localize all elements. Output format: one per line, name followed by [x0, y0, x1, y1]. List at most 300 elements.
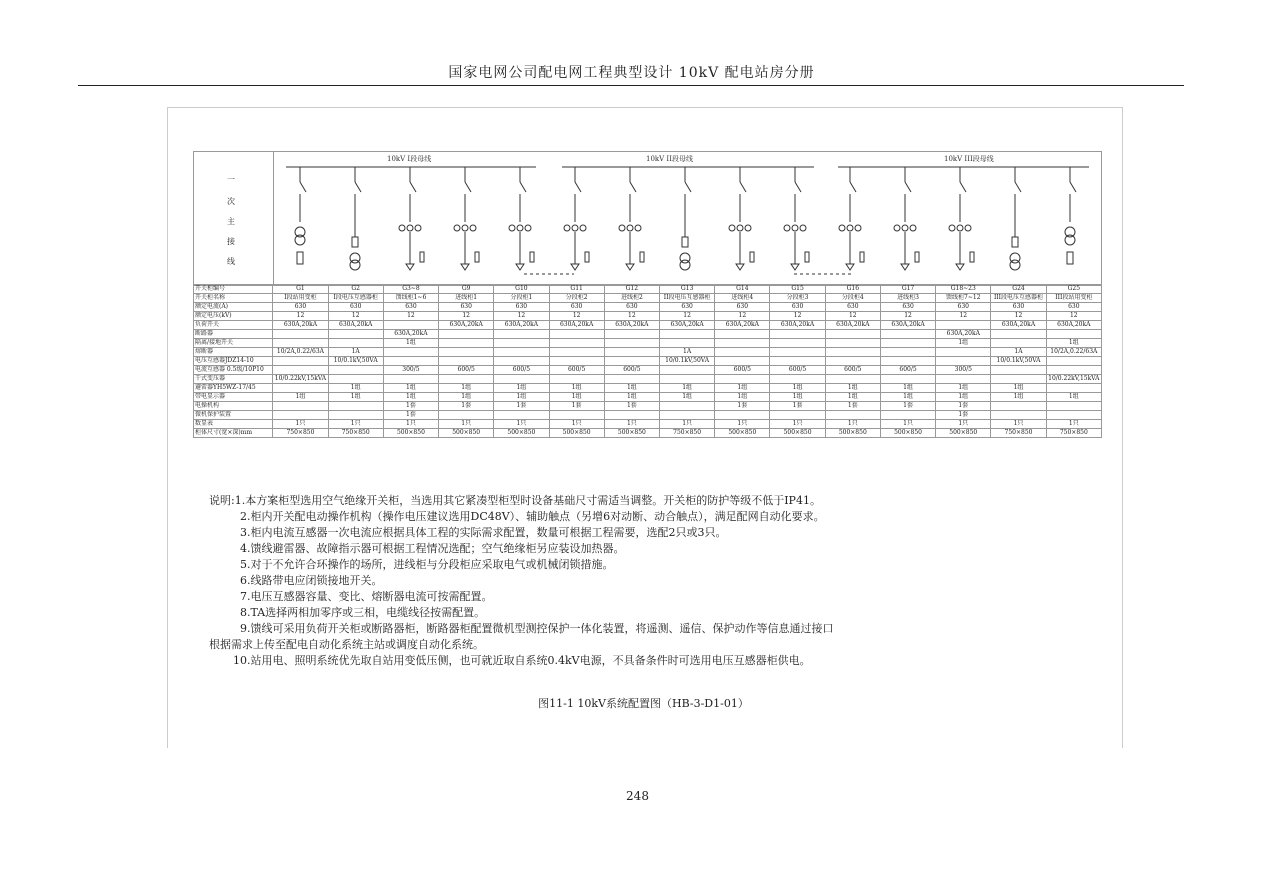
table-cell: 300/5 [383, 366, 438, 375]
table-cell: 1组 [439, 393, 494, 402]
table-cell [770, 330, 825, 339]
table-cell [273, 402, 328, 411]
switch-symbol [850, 182, 856, 192]
ct-symbol [737, 225, 743, 231]
table-cell: 1A [991, 348, 1046, 357]
table-cell: 1组 [659, 393, 714, 402]
table-cell: 750×850 [1046, 429, 1101, 438]
table-cell [494, 375, 549, 384]
table-cell [880, 339, 935, 348]
table-row [194, 429, 1102, 438]
table-cell [494, 411, 549, 420]
table-cell [328, 330, 383, 339]
table-cell: 1组 [273, 393, 328, 402]
table-cell: 1组 [659, 384, 714, 393]
table-cell: 1套 [936, 411, 991, 420]
note-line: 10.站用电、照明系统优先取自站用变低压侧，也可就近取自系统0.4kV电源，不具备条件时可选用电压互感器柜供电。 [233, 654, 811, 667]
table-cell [383, 348, 438, 357]
table-row [194, 321, 1102, 330]
table-cell [328, 366, 383, 375]
table-cell [439, 411, 494, 420]
table-cell [715, 411, 770, 420]
table-cell [659, 411, 714, 420]
page-header: 国家电网公司配电网工程典型设计 10kV 配电站房分册 [448, 65, 815, 81]
table-cell: 630 [936, 303, 991, 312]
table-cell: 750×850 [328, 429, 383, 438]
table-cell: 630A,20kA [494, 321, 549, 330]
table-cell: 630A,20kA [383, 330, 438, 339]
table-cell [1046, 402, 1101, 411]
switch-symbol [740, 182, 746, 192]
ct-symbol [462, 225, 468, 231]
table-cell: 1套 [383, 402, 438, 411]
table-cell: 630 [770, 303, 825, 312]
table-cell: 1只 [659, 420, 714, 429]
table-cell [770, 411, 825, 420]
ct-symbol [855, 225, 861, 231]
table-cell: G18~23 [936, 285, 991, 294]
table-row [194, 420, 1102, 429]
table-cell: 600/5 [880, 366, 935, 375]
fuse-symbol [1012, 237, 1018, 247]
switch-symbol [795, 182, 801, 192]
table-cell: 630 [991, 303, 1046, 312]
table-cell: 500×850 [880, 429, 935, 438]
arrester-symbol [750, 252, 754, 262]
fuse-symbol [297, 252, 303, 264]
table-cell [439, 357, 494, 366]
table-cell: 1组 [880, 384, 935, 393]
table-cell: 1只 [273, 420, 328, 429]
pt-symbol [350, 260, 360, 270]
table-cell: I段站用变柜 [273, 294, 328, 303]
ct-symbol [847, 225, 853, 231]
table-cell: 600/5 [494, 366, 549, 375]
table-cell: 1组 [604, 384, 659, 393]
fuse-symbol [682, 237, 688, 247]
table-cell: 1只 [328, 420, 383, 429]
header-rule [78, 85, 1184, 86]
table-cell: III段电压互感器柜 [991, 294, 1046, 303]
ct-symbol [965, 225, 971, 231]
table-cell: 1组 [604, 393, 659, 402]
table-cell: 1组 [880, 393, 935, 402]
switch-symbol [520, 182, 526, 192]
table-cell: 1组 [494, 393, 549, 402]
table-cell [1046, 330, 1101, 339]
table-cell [770, 375, 825, 384]
table-cell: 分段柜1 [494, 294, 549, 303]
table-cell [825, 339, 880, 348]
note-line: 3.柜内电流互感器一次电流应根据具体工程的实际需求配置，数量可根据工程需要，选配2只或3只。 [240, 526, 727, 539]
note-line: 5.对于不允许合环操作的场所，进线柜与分段柜应采取电气或机械闭锁措施。 [240, 558, 614, 571]
arrester-symbol [805, 252, 809, 262]
table-cell: 1只 [1046, 420, 1101, 429]
table-cell: 12 [604, 312, 659, 321]
table-cell: 600/5 [549, 366, 604, 375]
table-cell: 1组 [383, 393, 438, 402]
switch-symbol [410, 182, 416, 192]
table-cell [549, 375, 604, 384]
table-row [194, 384, 1102, 393]
table-cell: 1组 [936, 384, 991, 393]
table-cell: G13 [659, 285, 714, 294]
arrester-symbol [640, 252, 644, 262]
table-cell: 12 [383, 312, 438, 321]
table-cell: G10 [494, 285, 549, 294]
table-cell [494, 339, 549, 348]
table-cell [604, 357, 659, 366]
table-cell: 600/5 [604, 366, 659, 375]
table-cell: 1组 [439, 384, 494, 393]
table-row [194, 285, 1102, 294]
table-cell: 10/2A,0.22/63A [1046, 348, 1101, 357]
row-label: 负荷开关 [194, 321, 273, 330]
table-cell: 630 [659, 303, 714, 312]
table-cell: 1组 [1046, 339, 1101, 348]
table-cell [1046, 366, 1101, 375]
arrester-symbol [970, 252, 974, 262]
table-cell [825, 348, 880, 357]
table-cell: 630A,20kA [1046, 321, 1101, 330]
note-line: 2.柜内开关配电动操作机构（操作电压建议选用DC48V）、辅助触点（另增6对动断、动合触点），满足配网自动化要求。 [240, 510, 825, 523]
table-cell: 1组 [825, 384, 880, 393]
cable-head-symbol [461, 264, 469, 270]
table-cell [715, 357, 770, 366]
table-cell: G1 [273, 285, 328, 294]
table-cell: 12 [880, 312, 935, 321]
table-cell [659, 330, 714, 339]
row-label: 避雷器YH5WZ-17/45 [194, 384, 273, 393]
ct-symbol [407, 225, 413, 231]
table-cell: 630 [549, 303, 604, 312]
side-label-char: 接 [227, 237, 235, 246]
table-cell [494, 348, 549, 357]
table-row [194, 375, 1102, 384]
table-cell: 630A,20kA [991, 321, 1046, 330]
note-line: 6.线路带电应闭锁接地开关。 [240, 574, 383, 587]
table-cell: 1套 [604, 402, 659, 411]
notes-block [209, 493, 929, 669]
switch-symbol [685, 182, 691, 192]
note-line: 7.电压互感器容量、变比、熔断器电流可按需配置。 [240, 590, 493, 603]
switch-symbol [465, 182, 471, 192]
ct-symbol [792, 225, 798, 231]
single-line-diagram [193, 151, 1102, 286]
table-cell: 1套 [825, 402, 880, 411]
ct-symbol [800, 225, 806, 231]
cable-head-symbol [626, 264, 634, 270]
table-cell: 630A,20kA [604, 321, 659, 330]
table-cell: 1组 [383, 339, 438, 348]
table-cell: 630 [439, 303, 494, 312]
table-cell: 进线柜1 [439, 294, 494, 303]
table-cell [991, 402, 1046, 411]
side-label-char: 一 [227, 175, 235, 184]
page-number: 248 [626, 789, 649, 803]
cable-head-symbol [846, 264, 854, 270]
table-cell: G25 [1046, 285, 1101, 294]
table-cell: 进线柜2 [604, 294, 659, 303]
table-cell [439, 330, 494, 339]
table-cell [1046, 384, 1101, 393]
table-cell: 1组 [328, 384, 383, 393]
table-row [194, 339, 1102, 348]
table-cell: 1只 [494, 420, 549, 429]
cable-head-symbol [901, 264, 909, 270]
table-cell: 1只 [880, 420, 935, 429]
table-cell: G3~8 [383, 285, 438, 294]
table-cell: 500×850 [383, 429, 438, 438]
table-cell: 1组 [383, 384, 438, 393]
table-cell: 630 [494, 303, 549, 312]
table-row [194, 357, 1102, 366]
table-cell: 10/0.1kV,50VA [328, 357, 383, 366]
arrester-symbol [530, 252, 534, 262]
table-cell: 12 [936, 312, 991, 321]
ct-symbol [894, 225, 900, 231]
table-cell: 1组 [549, 384, 604, 393]
table-cell: G9 [439, 285, 494, 294]
table-cell [383, 375, 438, 384]
table-cell: 1组 [770, 384, 825, 393]
table-cell: 1套 [770, 402, 825, 411]
table-cell [715, 348, 770, 357]
table-cell [494, 357, 549, 366]
table-row [194, 330, 1102, 339]
table-cell [328, 402, 383, 411]
table-cell: G15 [770, 285, 825, 294]
table-cell [715, 339, 770, 348]
table-cell: 1套 [494, 402, 549, 411]
cable-head-symbol [516, 264, 524, 270]
table-cell [604, 348, 659, 357]
table-cell: 600/5 [715, 366, 770, 375]
note-line: 根据需求上传至配电自动化系统主站或调度自动化系统。 [209, 638, 484, 651]
row-label: 断路器 [194, 330, 273, 339]
table-cell: 10/0.1kV,50VA [659, 357, 714, 366]
table-cell [328, 411, 383, 420]
switch-symbol [575, 182, 581, 192]
table-cell: 630 [880, 303, 935, 312]
table-cell: 630A,20kA [715, 321, 770, 330]
table-cell: 630A,20kA [549, 321, 604, 330]
table-cell: 1组 [328, 393, 383, 402]
table-cell: 1组 [494, 384, 549, 393]
table-cell: 500×850 [825, 429, 880, 438]
table-cell: 1只 [604, 420, 659, 429]
fuse-symbol [352, 237, 358, 247]
table-cell: 12 [715, 312, 770, 321]
figure-caption: 图11-1 10kV系统配置图（HB-3-D1-01） [538, 697, 749, 710]
table-cell: 分段柜3 [770, 294, 825, 303]
table-row [194, 366, 1102, 375]
table-cell [659, 366, 714, 375]
table-cell: 1组 [991, 393, 1046, 402]
cable-head-symbol [406, 264, 414, 270]
table-cell: 630A,20kA [770, 321, 825, 330]
table-row [194, 348, 1102, 357]
row-label: 干式变压器 [194, 375, 273, 384]
table-cell: 630 [825, 303, 880, 312]
table-cell: 1只 [715, 420, 770, 429]
table-cell: 1A [659, 348, 714, 357]
table-cell: 630 [1046, 303, 1101, 312]
ct-symbol [957, 225, 963, 231]
table-cell: 1套 [715, 402, 770, 411]
table-cell [825, 330, 880, 339]
table-cell: 630A,20kA [328, 321, 383, 330]
row-label: 柜体尺寸(宽×深)mm [194, 429, 273, 438]
table-cell: 630 [383, 303, 438, 312]
table-cell: 500×850 [494, 429, 549, 438]
table-cell: 1组 [1046, 393, 1101, 402]
table-cell [604, 411, 659, 420]
note-line: 4.馈线避雷器、故障指示器可根据工程情况选配；空气绝缘柜另应装设加热器。 [240, 542, 625, 555]
table-cell [1046, 411, 1101, 420]
table-cell: 12 [825, 312, 880, 321]
table-cell: G17 [880, 285, 935, 294]
side-label-char: 主 [227, 217, 235, 226]
table-cell [439, 348, 494, 357]
switch-symbol [1015, 182, 1021, 192]
table-cell: 1只 [770, 420, 825, 429]
table-cell: 630A,20kA [439, 321, 494, 330]
table-cell: 500×850 [715, 429, 770, 438]
table-cell: 进线柜4 [715, 294, 770, 303]
table-cell: 1组 [715, 384, 770, 393]
table-cell: 馈线柜1~6 [383, 294, 438, 303]
table-cell [659, 402, 714, 411]
bus-label-3: 10kV III段母线 [944, 155, 994, 163]
note-line: 9.馈线可采用负荷开关柜或断路器柜，断路器柜配置微机型测控保护一体化装置，将遥测、遥信、保护动作等信息通过接口 [240, 622, 834, 635]
table-cell [991, 330, 1046, 339]
table-cell [273, 411, 328, 420]
table-cell [825, 411, 880, 420]
row-label: 额定电流(A) [194, 303, 273, 312]
table-cell: 630A,20kA [880, 321, 935, 330]
arrester-symbol [860, 252, 864, 262]
table-cell: 630 [273, 303, 328, 312]
table-cell: I段电压互感器柜 [328, 294, 383, 303]
ct-symbol [839, 225, 845, 231]
table-cell: 进线柜3 [880, 294, 935, 303]
table-cell [549, 411, 604, 420]
row-label: 微机保护装置 [194, 411, 273, 420]
table-cell [991, 375, 1046, 384]
arrester-symbol [915, 252, 919, 262]
table-cell: 12 [1046, 312, 1101, 321]
table-cell [273, 339, 328, 348]
arrester-symbol [475, 252, 479, 262]
switch-symbol [905, 182, 911, 192]
table-cell: 12 [273, 312, 328, 321]
row-label: 电压互感器JDZ14-10 [194, 357, 273, 366]
row-label: 熔断器 [194, 348, 273, 357]
ct-symbol [509, 225, 515, 231]
table-cell [273, 366, 328, 375]
pt-symbol [1010, 260, 1020, 270]
table-cell [383, 357, 438, 366]
ct-symbol [580, 225, 586, 231]
table-cell [439, 375, 494, 384]
table-cell: 1套 [383, 411, 438, 420]
table-cell: 12 [991, 312, 1046, 321]
table-row [194, 303, 1102, 312]
table-cell: 12 [494, 312, 549, 321]
table-cell [549, 348, 604, 357]
table-cell: 10/0.1kV,50VA [991, 357, 1046, 366]
table-cell: 12 [549, 312, 604, 321]
table-cell: 1只 [825, 420, 880, 429]
table-cell [991, 411, 1046, 420]
ct-symbol [564, 225, 570, 231]
table-cell [549, 339, 604, 348]
arrester-symbol [420, 252, 424, 262]
arrester-symbol [585, 252, 589, 262]
table-cell: 12 [328, 312, 383, 321]
row-label: 数显表 [194, 420, 273, 429]
table-cell: 1组 [991, 384, 1046, 393]
table-cell [273, 384, 328, 393]
ct-symbol [517, 225, 523, 231]
ct-symbol [399, 225, 405, 231]
table-cell: 1组 [936, 339, 991, 348]
table-cell: 12 [659, 312, 714, 321]
table-cell: 1组 [549, 393, 604, 402]
table-cell: 10/0.22kV,15kVA [274, 375, 327, 382]
row-label: 隔离/接地开关 [194, 339, 273, 348]
pt-symbol [680, 260, 690, 270]
equipment-table [193, 284, 1102, 438]
ct-symbol [470, 225, 476, 231]
table-cell [936, 321, 991, 330]
table-row [194, 294, 1102, 303]
fuse-symbol [1067, 252, 1073, 264]
ct-symbol [627, 225, 633, 231]
table-cell [825, 357, 880, 366]
switch-symbol [1070, 182, 1076, 192]
table-cell: 300/5 [936, 366, 991, 375]
table-cell: 630A,20kA [659, 321, 714, 330]
row-label: 电操机构 [194, 402, 273, 411]
table-cell [991, 339, 1046, 348]
table-cell [880, 330, 935, 339]
bus-label-1: 10kV I段母线 [387, 155, 432, 163]
ct-symbol [635, 225, 641, 231]
table-cell [715, 330, 770, 339]
table-cell: 1只 [549, 420, 604, 429]
table-cell [825, 375, 880, 384]
table-cell: 1组 [770, 393, 825, 402]
table-cell [936, 348, 991, 357]
table-cell: 10/2A,0.22/63A [273, 348, 328, 357]
table-cell [770, 348, 825, 357]
row-label: 电流互感器 0.5级/10P10 [194, 366, 273, 375]
ct-symbol [572, 225, 578, 231]
table-cell [604, 375, 659, 384]
table-cell [604, 339, 659, 348]
table-cell: 750×850 [991, 429, 1046, 438]
circuit-drawing [194, 152, 1101, 285]
table-cell [328, 375, 383, 384]
table-cell: 600/5 [439, 366, 494, 375]
table-cell [991, 366, 1046, 375]
table-cell: 500×850 [439, 429, 494, 438]
cable-head-symbol [956, 264, 964, 270]
table-cell [604, 330, 659, 339]
table-cell: 600/5 [770, 366, 825, 375]
